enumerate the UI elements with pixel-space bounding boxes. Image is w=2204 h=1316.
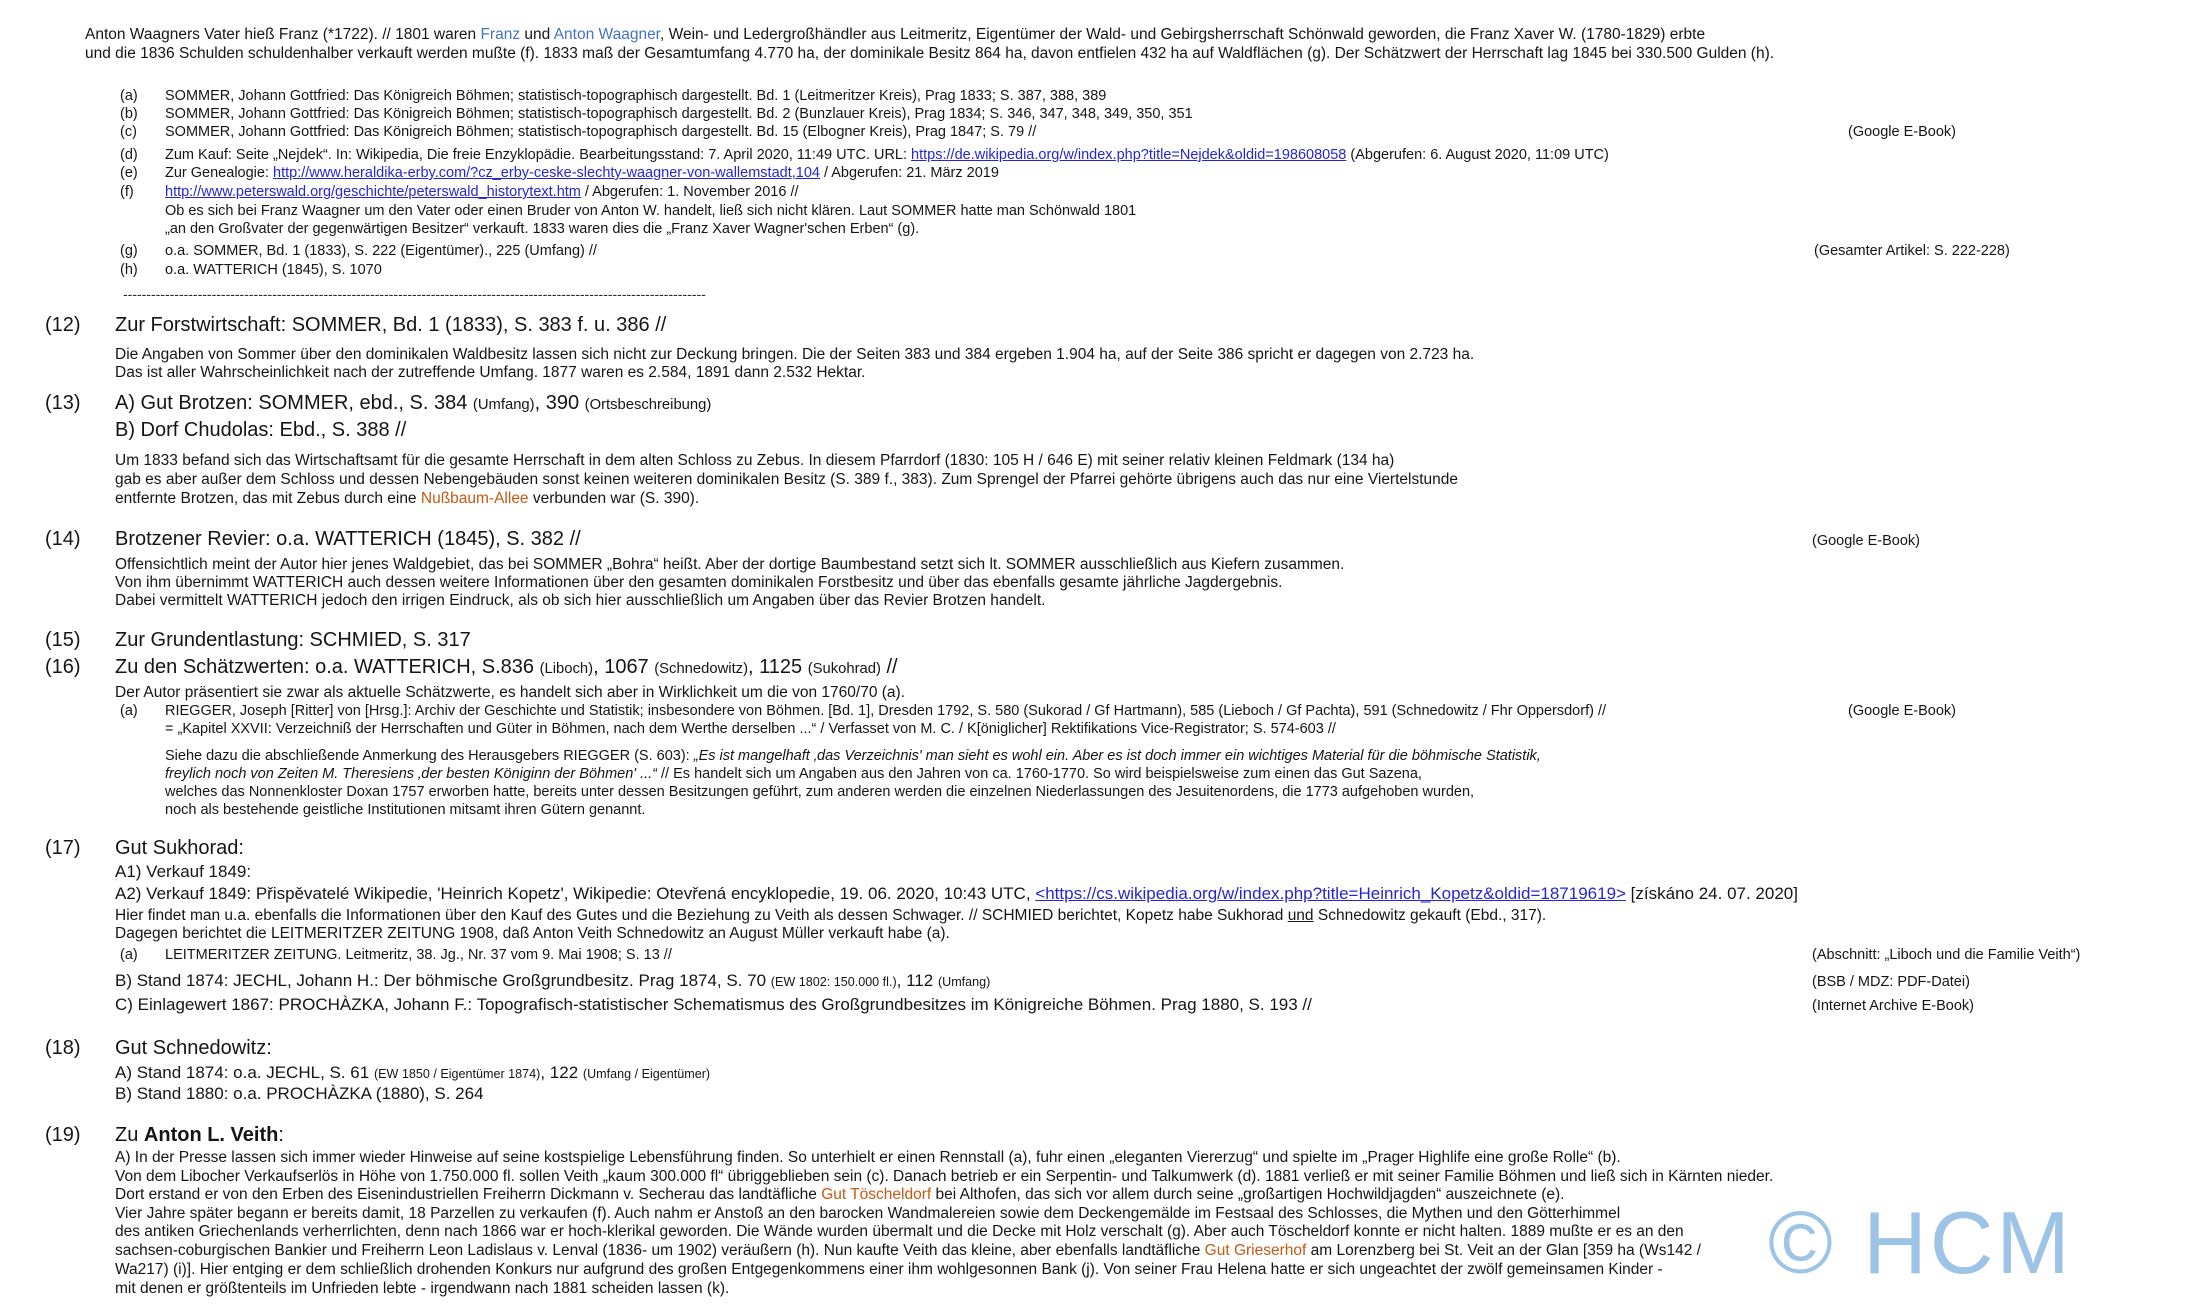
text-segment: Brotzener Revier: o.a. WATTERICH (1845), S. 382 //	[115, 528, 581, 550]
footnote-line	[120, 147, 1609, 163]
text-segment: Hier findet man u.a. ebenfalls die Informationen über den Kauf des Gutes und die Beziehung zu Veith als dessen Schwager. // SCHMIED berichtet, Kopetz habe Sukhorad	[115, 907, 1288, 924]
text-segment: (Abgerufen: 6. August 2020, 11:09 UTC)	[1346, 147, 1609, 163]
hyperlink[interactable]: http://www.peterswald.org/geschichte/peterswald_historytext.htm	[165, 184, 581, 200]
intro-line	[85, 26, 1705, 44]
sub-line	[115, 884, 1798, 904]
body-line	[115, 1149, 1621, 1167]
body-line	[115, 1280, 729, 1298]
item-number: (a)	[120, 703, 138, 719]
text-segment: = „Kapitel XXVII: Verzeichniß der Herrschaften und Güter in Böhmen, nach dem Werthe derselben ...“ / Verfasset von M. C. / K[öniglicher] Rektifikations Vice-Registrator; S. 574-603 //	[165, 721, 1336, 737]
sub-line	[115, 995, 1974, 1015]
body-line	[115, 925, 950, 943]
text-segment: Die Angaben von Sommer über den dominikalen Waldbesitz lassen sich nicht zur Deckung bringen. Die der Seiten 383 und 384 ergeben 1.904 ha, auf der Seite 386 spricht er dagegen von 2.723 ha.	[115, 346, 1475, 363]
body-line	[115, 1205, 1620, 1223]
item-number: (12)	[45, 314, 81, 336]
item-number: (17)	[45, 837, 81, 859]
text-segment: Zur Genealogie:	[165, 165, 274, 181]
text-segment: Gut Schnedowitz:	[115, 1037, 272, 1059]
text-segment: , 1125	[748, 656, 808, 678]
footnote-line	[120, 124, 1956, 140]
footnote-line	[120, 243, 2010, 259]
sub-line	[115, 862, 251, 882]
text-segment: / Abgerufen: 1. November 2016 //	[580, 184, 799, 200]
footnote-line	[165, 221, 919, 237]
text-segment: C) Einlagewert 1867: PROCHÀZKA, Johann F.: Topografisch-statistischer Schematismus des Großgrundbesitzes im Königreiche Böhmen. Prag 1880, S. 193 //	[115, 995, 1312, 1014]
text-segment: SOMMER, Johann Gottfried: Das Königreich Böhmen; statistisch-topographisch dargestellt. Bd. 15 (Elbogner Kreis), Prag 1847; S. 79 //	[165, 124, 1037, 140]
text-segment: :	[278, 1124, 284, 1146]
item-number: (e)	[120, 165, 138, 181]
side-annotation: (Internet Archive E-Book)	[1812, 998, 1974, 1014]
text-segment: / Abgerufen: 21. März 2019	[819, 165, 999, 181]
text-segment: (Sukohrad)	[807, 661, 881, 677]
body-line	[115, 556, 1344, 574]
text-segment: (Schnedowitz)	[654, 661, 749, 677]
separator-line	[123, 286, 706, 302]
side-annotation: (Abschnitt: „Liboch und die Familie Veith“)	[1812, 947, 2081, 963]
heading-line	[45, 837, 244, 860]
text-segment: Von dem Libocher Verkaufserlös in Höhe von 1.750.000 fl. sollen Veith „kaum 300.000 fl“ übriggeblieben sein (c). Danach betrieb er ein Serpentin- und Talkumwerk (d). 1881 verließ er mit seiner Familie Böhmen und ließ sich in Kärnten nieder.	[115, 1168, 1774, 1185]
hcm-watermark: © HCM	[1768, 1193, 2073, 1292]
text-segment: noch als bestehende geistliche Institutionen mitsamt ihren Gütern genannt.	[165, 802, 646, 818]
text-segment: , Wein- und Ledergroßhändler aus Leitmeritz, Eigentümer der Wald- und Gebirgsherrschaft Schönwald geworden, die Franz Xaver W. (1780-1829) erbte	[660, 26, 1706, 43]
text-segment: A2) Verkauf 1849: Přispěvatelé Wikipedie, 'Heinrich Kopetz', Wikipedie: Otevřená encyklopedie, 19. 06. 2020, 10:43 UTC,	[115, 884, 1036, 903]
text-segment: freylich noch von Zeiten M. Theresiens ‚der besten Königinn der Böhmen' ...“	[165, 766, 662, 782]
text-segment: Gut Grieserhof	[1204, 1242, 1307, 1259]
side-annotation: (Google E-Book)	[1848, 703, 1956, 719]
text-segment: Nußbaum-Allee	[420, 490, 529, 507]
text-segment: Ob es sich bei Franz Waagner um den Vater oder einen Bruder von Anton W. handelt, ließ sich nicht klären. Laut SOMMER hatte man Schönwald 1801	[165, 203, 1137, 219]
heading-line	[45, 1124, 284, 1147]
heading-line	[45, 629, 471, 652]
item-number: (a)	[120, 947, 138, 963]
text-segment: entfernte Brotzen, das mit Zebus durch eine	[115, 490, 421, 507]
body-line	[115, 1242, 1701, 1260]
footnote-line	[120, 262, 382, 278]
text-segment: und	[1287, 907, 1314, 924]
text-segment: Von ihm übernimmt WATTERICH auch dessen weitere Informationen über den gesamten dominikalen Forstbesitz und über das ebenfalls gesamte jährliche Jagdergebnis.	[115, 574, 1283, 591]
heading-line	[45, 656, 898, 679]
note-line	[165, 802, 645, 818]
body-line	[115, 1168, 1773, 1186]
text-segment: „an den Großvater der gegenwärtigen Besitzer“ verkauft. 1833 waren dies die „Franz Xaver Wagner'schen Erben“ (g).	[165, 221, 920, 237]
text-segment: Der Autor präsentiert sie zwar als aktuelle Schätzwerte, es handelt sich aber in Wirklichkeit um die von 1760/70 (a).	[115, 684, 906, 701]
heading-line	[45, 528, 1920, 551]
item-number: (a)	[120, 88, 138, 104]
footnote-line	[120, 106, 1193, 122]
text-segment: Zur Forstwirtschaft: SOMMER, Bd. 1 (1833), S. 383 f. u. 386 //	[115, 314, 667, 336]
text-segment: //	[880, 656, 898, 678]
text-segment: (EW 1850 / Eigentümer 1874)	[373, 1067, 541, 1081]
item-number: (c)	[120, 124, 137, 140]
item-number: (h)	[120, 262, 138, 278]
text-segment: bei Althofen, das sich vor allem durch seine „großartigen Hochwildjagden“ auszeichnete (e).	[931, 1186, 1565, 1203]
text-segment: Zu den Schätzwerten: o.a. WATTERICH, S.836	[115, 656, 540, 678]
text-segment: mit denen er größtenteils im Unfrieden lebte - irgendwann nach 1881 scheiden lassen (k).	[115, 1280, 730, 1297]
text-segment: (Umfang / Eigentümer)	[582, 1067, 711, 1081]
text-segment: und die 1836 Schulden schuldenhalber verkauft werden mußte (f). 1833 maß der Gesamtumfang 4.770 ha, der dominikale Besitz 864 ha, davon entfielen 432 ha auf Waldflächen (g). Der Schätzwert der Herrschaft lag 1845 bei 330.500 Gulden (h).	[85, 45, 1775, 62]
footnote-line	[165, 203, 1136, 219]
text-segment: des antiken Griechenlands verherrlichten, denn nach 1866 war er hoch-klerikal geworden. Die Wände wurden übermalt und die Decke mit Holz verschalt (g). Aber auch Töscheldorf konnte er nicht halten. 1889 mußte er es an den	[115, 1223, 1684, 1240]
item-number: (16)	[45, 656, 81, 678]
body-line	[115, 684, 905, 702]
text-segment: Anton Waagners Vater hieß Franz (*1722). // 1801 waren	[85, 26, 481, 43]
text-segment: Schnedowitz gekauft (Ebd., 317).	[1313, 907, 1547, 924]
heading-line	[45, 392, 712, 415]
text-segment: und	[520, 26, 554, 43]
body-line	[115, 574, 1282, 592]
side-annotation: (Gesamter Artikel: S. 222-228)	[1814, 243, 2010, 259]
text-segment: LEITMERITZER ZEITUNG. Leitmeritz, 38. Jg., Nr. 37 vom 9. Mai 1908; S. 13 //	[165, 947, 672, 963]
text-segment: Wa217) (i)]. Hier entging er dem schließlich drohenden Konkurs nur aufgrund des großen Entgegenkommens einer ihm wohlgesonnen Bank (j). Von seiner Frau Helena hatte er sich ungeachtet der zwölf gemeinsamen Kinder -	[115, 1261, 1663, 1278]
text-segment: Zum Kauf: Seite „Nejdek“. In: Wikipedia, Die freie Enzyklopädie. Bearbeitungsstand: 7. April 2020, 11:49 UTC. URL:	[165, 147, 912, 163]
text-segment: (Ortsbeschreibung)	[584, 397, 712, 413]
text-segment: (Liboch)	[539, 661, 594, 677]
text-segment: Anton L. Veith	[143, 1124, 279, 1146]
item-number: (15)	[45, 629, 81, 651]
text-segment: Um 1833 befand sich das Wirtschaftsamt für die gesamte Herrschaft in dem alten Schloss zu Zebus. In diesem Pfarrdorf (1830: 105 H / 646 E) mit seiner relativ kleinen Feldmark (134 ha)	[115, 452, 1395, 469]
text-segment: Siehe dazu die abschließende Anmerkung des Herausgebers RIEGGER (S. 603):	[165, 748, 694, 764]
text-segment: Dort erstand er von den Erben des Eisenindustriellen Freiherrn Dickmann v. Secherau das landtäfliche	[115, 1186, 822, 1203]
text-segment: Das ist aller Wahrscheinlichkeit nach der zutreffende Umfang. 1877 waren es 2.584, 1891 dann 2.532 Hektar.	[115, 364, 866, 381]
text-segment: gab es aber außer dem Schloss und dessen Nebengebäuden sonst keinen weiteren dominikalen Besitz (S. 389 f., 383). Zum Sprengel der Pfarrei gehörte übrigens auch das nur eine Viertelstunde	[115, 471, 1459, 488]
note-line	[165, 766, 1422, 782]
text-segment: SOMMER, Johann Gottfried: Das Königreich Böhmen; statistisch-topographisch dargestellt. Bd. 1 (Leitmeritzer Kreis), Prag 1833; S. 387, 388, 389	[165, 88, 1107, 104]
text-segment: (EW 1802: 150.000 fl.)	[770, 975, 897, 989]
body-line	[115, 490, 699, 508]
side-annotation: (Google E-Book)	[1812, 533, 1920, 549]
text-segment: SOMMER, Johann Gottfried: Das Königreich Böhmen; statistisch-topographisch dargestellt. Bd. 2 (Bunzlauer Kreis), Prag 1834; S. 346, 347, 348, 349, 350, 351	[165, 106, 1193, 122]
footnote-line	[165, 721, 1336, 737]
body-line	[115, 452, 1394, 470]
body-line	[115, 1261, 1663, 1279]
footnote-line	[120, 947, 2081, 963]
hyperlink[interactable]: Anton Waagner	[553, 26, 660, 43]
item-number: (f)	[120, 184, 134, 200]
heading-line	[45, 314, 667, 337]
text-segment: B) Dorf Chudolas: Ebd., S. 388 //	[115, 419, 407, 441]
text-segment: A) In der Presse lassen sich immer wieder Hinweise auf seine kostspielige Lebensführung finden. So unterhielt er einen Rennstall (a), fuhr einen „eleganten Viererzug“ und spielte im „Prager Highlife eine große Rolle“ (b).	[115, 1149, 1621, 1166]
item-number: (13)	[45, 392, 81, 414]
sub-line	[115, 1063, 710, 1083]
text-segment: , 122	[540, 1063, 583, 1082]
side-annotation: (Google E-Book)	[1848, 124, 1956, 140]
intro-line	[85, 45, 1774, 63]
text-segment: Zur Grundentlastung: SCHMIED, S. 317	[115, 629, 471, 651]
hyperlink[interactable]: http://www.heraldika-erby.com/?cz_erby-ceske-slechty-waagner-von-wallemstadt,104	[273, 165, 820, 181]
footnote-line	[120, 165, 999, 181]
sub-line	[115, 971, 1970, 991]
heading-line	[115, 419, 406, 442]
text-segment: , 112	[896, 971, 938, 990]
text-segment: (Umfang)	[472, 397, 535, 413]
text-segment: Offensichtlich meint der Autor hier jenes Waldgebiet, das bei SOMMER „Bohra“ heißt. Aber der dortige Baumbestand setzt sich lt. SOMMER ausschließlich aus Kiefern zusammen.	[115, 556, 1345, 573]
side-annotation: (BSB / MDZ: PDF-Datei)	[1812, 974, 1970, 990]
text-segment: Zu	[115, 1124, 144, 1146]
body-line	[115, 364, 865, 382]
text-segment: „Es ist mangelhaft ‚das Verzeichnis' man sieht es wohl ein. Aber es ist doch immer ein wichtiges Material für die böhmische Statistik,	[693, 748, 1541, 764]
note-line	[165, 748, 1541, 764]
text-segment: Gut Töscheldorf	[821, 1186, 932, 1203]
footnote-line	[120, 703, 1956, 719]
text-segment: -----------------------------------------------------------------------------------------------------------------------------	[123, 286, 706, 302]
text-segment: Vier Jahre später begann er bereits damit, 18 Parzellen zu verkaufen (f). Auch nahm er Anstoß an den barocken Wandmalereien sowie dem Deckengemälde im Festsaal des Schlosses, die Mythen und den Götterhimmel	[115, 1205, 1621, 1222]
body-line	[115, 592, 1045, 610]
text-segment: sachsen-coburgischen Bankier und Freiherrn Leon Ladislaus v. Lenval (1836- um 1902) veräußern (h). Nun kaufte Veith das kleine, aber ebenfalls landtäfliche	[115, 1242, 1205, 1259]
text-segment: B) Stand 1874: JECHL, Johann H.: Der böhmische Großgrundbesitz. Prag 1874, S. 70	[115, 971, 771, 990]
text-segment: , 1067	[593, 656, 655, 678]
footnote-line	[120, 88, 1107, 104]
text-segment: Gut Sukhorad:	[115, 837, 244, 859]
text-segment: A) Gut Brotzen: SOMMER, ebd., S. 384	[115, 392, 473, 414]
body-line	[115, 1223, 1684, 1241]
hyperlink[interactable]: https://de.wikipedia.org/w/index.php?title=Nejdek&oldid=198608058	[911, 147, 1347, 163]
heading-line	[45, 1037, 272, 1060]
text-segment: (Umfang)	[937, 975, 991, 989]
hyperlink[interactable]: Franz	[480, 26, 521, 43]
body-line	[115, 1186, 1564, 1204]
body-line	[115, 907, 1546, 925]
text-segment: B) Stand 1880: o.a. PROCHÀZKA (1880), S. 264	[115, 1084, 484, 1103]
text-segment: A) Stand 1874: o.a. JECHL, S. 61	[115, 1063, 374, 1082]
text-segment: verbunden war (S. 390).	[528, 490, 700, 507]
sub-line	[115, 1084, 484, 1104]
item-number: (19)	[45, 1124, 81, 1146]
item-number: (18)	[45, 1037, 81, 1059]
item-number: (g)	[120, 243, 138, 259]
text-segment: o.a. SOMMER, Bd. 1 (1833), S. 222 (Eigentümer)., 225 (Umfang) //	[165, 243, 597, 259]
body-line	[115, 346, 1474, 364]
body-line	[115, 471, 1458, 489]
text-segment: welches das Nonnenkloster Doxan 1757 erworben hatte, bereits unter dessen Besitzungen geführt, zum anderen werden die einzelnen Niederlassungen des Jesuitenordens, die 1773 aufgehoben wurden,	[165, 784, 1475, 800]
text-segment: , 390	[534, 392, 585, 414]
text-segment: Dagegen berichtet die LEITMERITZER ZEITUNG 1908, daß Anton Veith Schnedowitz an August Müller verkauft habe (a).	[115, 925, 950, 942]
text-segment: am Lorenzberg bei St. Veit an der Glan [359 ha (Ws142 /	[1306, 1242, 1701, 1259]
text-segment: RIEGGER, Joseph [Ritter] von [Hrsg.]: Archiv der Geschichte und Statistik; insbesondere von Böhmen. [Bd. 1], Dresden 1792, S. 580 (Sukorad / Gf Hartmann), 585 (Lieboch / Gf Pachta), 591 (Schnedowitz / Fhr Oppersdorf) //	[165, 703, 1607, 719]
text-segment: A1) Verkauf 1849:	[115, 862, 252, 881]
footnote-line	[120, 184, 799, 200]
text-segment: // Es handelt sich um Angaben aus den Jahren von ca. 1760-1770. So wird beispielsweise zum einen das Gut Sazena,	[661, 766, 1422, 782]
item-number: (d)	[120, 147, 138, 163]
hyperlink[interactable]: <https://cs.wikipedia.org/w/index.php?title=Heinrich_Kopetz&oldid=18719619>	[1035, 884, 1626, 903]
item-number: (b)	[120, 106, 138, 122]
text-segment: [získáno 24. 07. 2020]	[1625, 884, 1798, 903]
item-number: (14)	[45, 528, 81, 550]
text-segment: o.a. WATTERICH (1845), S. 1070	[165, 262, 382, 278]
note-line	[165, 784, 1474, 800]
text-segment: Dabei vermittelt WATTERICH jedoch den irrigen Eindruck, als ob sich hier ausschließlich um Angaben über das Revier Brotzen handelt.	[115, 592, 1046, 609]
